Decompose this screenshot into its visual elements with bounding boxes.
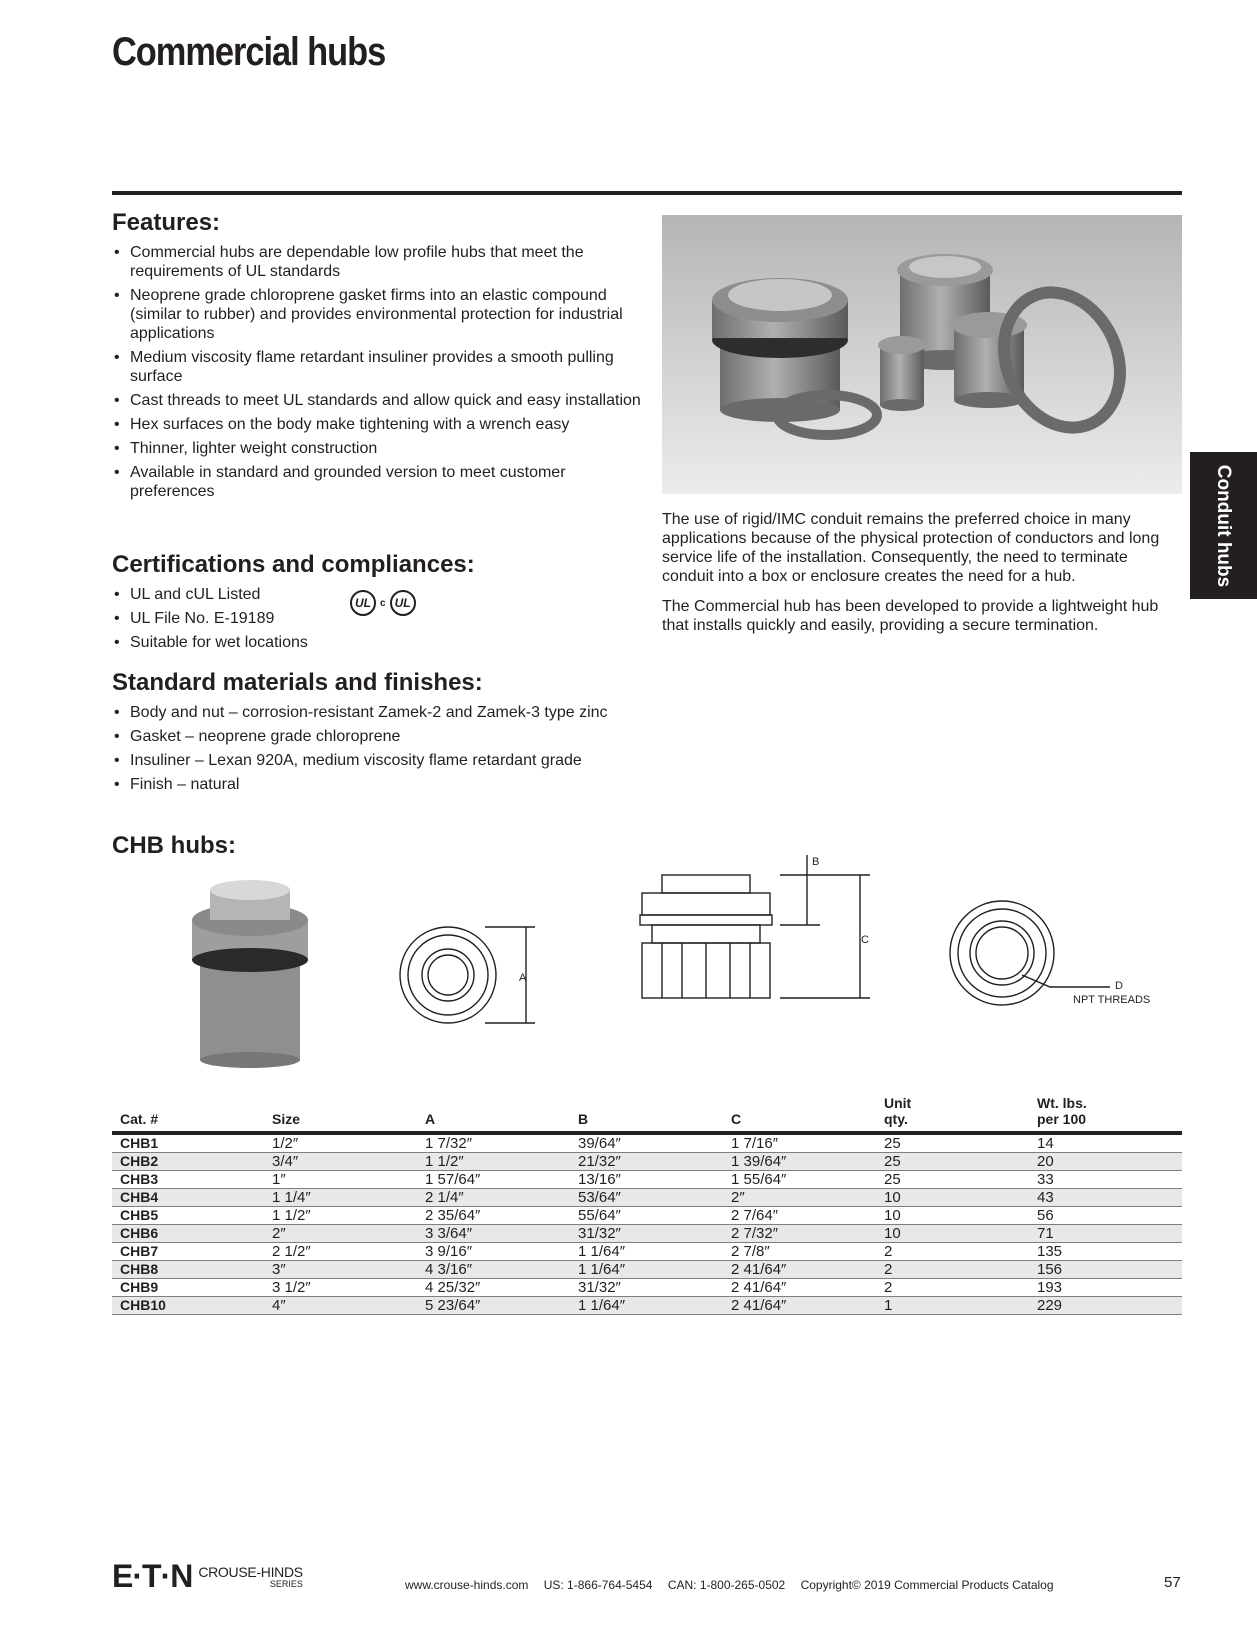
cell-cat: CHB1 (112, 1133, 264, 1153)
cell-c: 2 7/8″ (723, 1243, 876, 1261)
col-b: B (578, 1111, 589, 1127)
cell-weight: 43 (1029, 1189, 1182, 1207)
chb-heading: CHB hubs: (112, 832, 236, 859)
cell-unit-qty: 25 (876, 1153, 1029, 1171)
dimension-a-label: A (519, 972, 527, 984)
footer-us-phone: US: 1-866-764-5454 (543, 1578, 653, 1592)
list-item: • Insuliner – Lexan 920A, medium viscosity flame retardant grade (112, 751, 652, 770)
dimension-b-label: B (812, 856, 820, 868)
large-hub-image (712, 278, 848, 422)
eaton-logo (112, 1558, 303, 1594)
cell-size: 1/2″ (264, 1133, 417, 1153)
table-row (112, 1207, 1182, 1225)
materials-list (112, 703, 652, 794)
list-item: • UL and cUL Listed (112, 585, 652, 604)
intro-paragraph: The use of rigid/IMC conduit remains the preferred choice in many applications because of the physical protection of conductors and long service life of the installation. Consequently, the need to terminate conduit into a box or enclosure creates the need for a hub. (662, 511, 1160, 585)
cell-a: 4 3/16″ (417, 1261, 570, 1279)
cell-c: 2 41/64″ (723, 1261, 876, 1279)
intro-text (662, 510, 1182, 646)
cell-b: 39/64″ (570, 1133, 723, 1153)
features-heading: Features: (112, 209, 221, 236)
cell-unit-qty: 2 (876, 1243, 1029, 1261)
features-list (112, 243, 652, 501)
footer-info (405, 1578, 1066, 1592)
list-item: • Neoprene grade chloroprene gasket firms into an elastic compound (similar to rubber) and provides environmental protection for industrial applications (112, 286, 652, 343)
cell-weight: 71 (1029, 1225, 1182, 1243)
col-size: Size (272, 1111, 301, 1127)
cell-unit-qty: 10 (876, 1225, 1029, 1243)
cell-a: 2 1/4″ (417, 1189, 570, 1207)
footer-website[interactable]: www.crouse-hinds.com (405, 1578, 529, 1592)
list-item: • Medium viscosity flame retardant insuliner provides a smooth pulling surface (112, 348, 652, 386)
cell-b: 1 1/64″ (570, 1297, 723, 1315)
cell-cat: CHB3 (112, 1171, 264, 1189)
cell-b: 1 1/64″ (570, 1243, 723, 1261)
cell-a: 4 25/32″ (417, 1279, 570, 1297)
certifications-heading: Certifications and compliances: (112, 551, 475, 578)
cell-c: 2″ (723, 1189, 876, 1207)
cell-unit-qty: 10 (876, 1189, 1029, 1207)
page-number: 57 (1164, 1574, 1181, 1591)
cell-a: 3 3/64″ (417, 1225, 570, 1243)
table-row (112, 1261, 1182, 1279)
intro-paragraph: The Commercial hub has been developed to provide a lightweight hub that installs quickly and easily, providing a secure termination. (662, 598, 1159, 634)
cell-size: 1 1/4″ (264, 1189, 417, 1207)
col-cat: Cat. # (120, 1111, 159, 1127)
cell-b: 31/32″ (570, 1279, 723, 1297)
cul-c-mark: c (380, 597, 386, 609)
cell-cat: CHB7 (112, 1243, 264, 1261)
cell-cat: CHB9 (112, 1279, 264, 1297)
side-tab-label: Conduit hubs (1213, 464, 1235, 587)
section-side-tab (1190, 452, 1257, 599)
cell-weight: 229 (1029, 1297, 1182, 1315)
chb-hub-photo (192, 880, 308, 1068)
table-row (112, 1171, 1182, 1189)
list-item: • UL File No. E-19189 (112, 609, 652, 628)
cell-a: 5 23/64″ (417, 1297, 570, 1315)
cell-unit-qty: 25 (876, 1133, 1029, 1153)
cell-c: 1 39/64″ (723, 1153, 876, 1171)
page-title: Commercial hubs (112, 30, 386, 74)
dimension-d-label: D (1115, 980, 1123, 992)
cell-b: 55/64″ (570, 1207, 723, 1225)
cell-unit-qty: 1 (876, 1297, 1029, 1315)
crouse-hinds-name: CROUSE-HINDS (198, 1564, 303, 1580)
cell-cat: CHB4 (112, 1189, 264, 1207)
list-item: • Cast threads to meet UL standards and allow quick and easy installation (112, 391, 652, 410)
cul-logo-icon: UL (390, 590, 416, 616)
small-hub-image (878, 336, 926, 411)
cell-size: 1″ (264, 1171, 417, 1189)
cell-a: 2 35/64″ (417, 1207, 570, 1225)
materials-heading: Standard materials and finishes: (112, 669, 483, 696)
list-item: • Commercial hubs are dependable low profile hubs that meet the requirements of UL standards (112, 243, 652, 281)
table-row (112, 1153, 1182, 1171)
list-item: • Suitable for wet locations (112, 633, 652, 652)
list-item: • Available in standard and grounded version to meet customer preferences (112, 463, 652, 501)
list-item: • Gasket – neoprene grade chloroprene (112, 727, 652, 746)
cell-weight: 20 (1029, 1153, 1182, 1171)
table-row (112, 1243, 1182, 1261)
cell-a: 3 9/16″ (417, 1243, 570, 1261)
cell-unit-qty: 25 (876, 1171, 1029, 1189)
materials-section (112, 669, 652, 799)
dimension-drawings (180, 856, 1160, 1075)
cell-c: 1 55/64″ (723, 1171, 876, 1189)
bottom-view-drawing (950, 901, 1110, 1005)
cell-a: 1 7/32″ (417, 1133, 570, 1153)
cell-size: 2 1/2″ (264, 1243, 417, 1261)
table-row (112, 1297, 1182, 1315)
product-photo (662, 215, 1182, 494)
footer-can-phone: CAN: 1-800-265-0502 (667, 1578, 786, 1592)
cell-cat: CHB5 (112, 1207, 264, 1225)
cell-size: 2″ (264, 1225, 417, 1243)
list-item: • Hex surfaces on the body make tightening with a wrench easy (112, 415, 652, 434)
table-header-row (112, 1095, 1182, 1133)
col-c: C (731, 1111, 742, 1127)
list-item: • Body and nut – corrosion-resistant Zamek-2 and Zamek-3 type zinc (112, 703, 652, 722)
cell-size: 4″ (264, 1297, 417, 1315)
cell-weight: 56 (1029, 1207, 1182, 1225)
title-rule (112, 191, 1182, 195)
list-item: • Thinner, lighter weight construction (112, 439, 652, 458)
cell-weight: 193 (1029, 1279, 1182, 1297)
ul-logo-icon: UL (350, 590, 376, 616)
table-row (112, 1189, 1182, 1207)
footer-copyright: Copyright© 2019 Commercial Products Catalog (800, 1578, 1054, 1592)
cell-unit-qty: 2 (876, 1261, 1029, 1279)
side-view-drawing (640, 855, 870, 998)
cell-unit-qty: 10 (876, 1207, 1029, 1225)
col-weight: Wt. lbs. per 100 (1037, 1095, 1087, 1127)
cell-cat: CHB10 (112, 1297, 264, 1315)
cell-cat: CHB6 (112, 1225, 264, 1243)
cell-b: 13/16″ (570, 1171, 723, 1189)
cell-cat: CHB8 (112, 1261, 264, 1279)
table-body (112, 1133, 1182, 1315)
cell-c: 2 7/32″ (723, 1225, 876, 1243)
cell-weight: 33 (1029, 1171, 1182, 1189)
cell-b: 1 1/64″ (570, 1261, 723, 1279)
table-row (112, 1279, 1182, 1297)
cell-unit-qty: 2 (876, 1279, 1029, 1297)
cell-weight: 156 (1029, 1261, 1182, 1279)
table-row (112, 1133, 1182, 1153)
cell-a: 1 1/2″ (417, 1153, 570, 1171)
cell-size: 3 1/2″ (264, 1279, 417, 1297)
cell-cat: CHB2 (112, 1153, 264, 1171)
npt-threads-label: NPT THREADS (1073, 994, 1151, 1006)
cell-c: 2 41/64″ (723, 1297, 876, 1315)
col-a: A (425, 1111, 436, 1127)
cell-b: 53/64″ (570, 1189, 723, 1207)
ul-certification-marks (350, 590, 416, 616)
cell-a: 1 57/64″ (417, 1171, 570, 1189)
cell-size: 1 1/2″ (264, 1207, 417, 1225)
cell-b: 31/32″ (570, 1225, 723, 1243)
cell-c: 2 41/64″ (723, 1279, 876, 1297)
cell-size: 3/4″ (264, 1153, 417, 1171)
spec-table (112, 1095, 1182, 1315)
cell-weight: 14 (1029, 1133, 1182, 1153)
features-section (112, 209, 652, 506)
table-row (112, 1225, 1182, 1243)
series-label: SERIES (269, 1579, 303, 1589)
eaton-wordmark: E·T·N (112, 1558, 193, 1594)
cell-c: 1 7/16″ (723, 1133, 876, 1153)
col-unit-qty: Unit qty. (884, 1095, 912, 1127)
cell-weight: 135 (1029, 1243, 1182, 1261)
list-item: • Finish – natural (112, 775, 652, 794)
top-view-drawing (400, 927, 535, 1023)
cell-c: 2 7/64″ (723, 1207, 876, 1225)
cell-size: 3″ (264, 1261, 417, 1279)
cell-b: 21/32″ (570, 1153, 723, 1171)
dimension-c-label: C (861, 934, 869, 946)
